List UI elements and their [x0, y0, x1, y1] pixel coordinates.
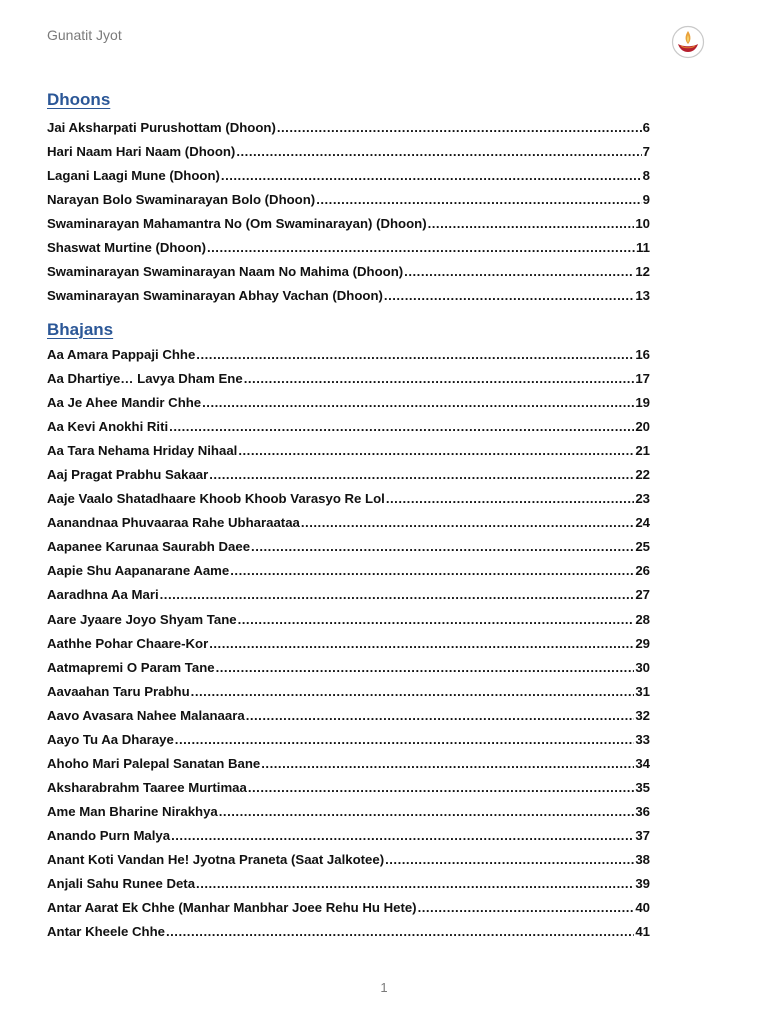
- toc-entry-title[interactable]: Shaswat Murtine (Dhoon): [47, 240, 206, 256]
- toc-entry-title[interactable]: Aapanee Karunaa Saurabh Daee: [47, 539, 251, 555]
- toc-leader-dots: [207, 236, 635, 260]
- toc-entry[interactable]: [47, 367, 650, 391]
- toc-leader-dots: [219, 800, 635, 824]
- toc-leader-dots: [316, 188, 641, 212]
- toc-entry-title[interactable]: Antar Aarat Ek Chhe (Manhar Manbhar Joee Rehu Hu Hete): [47, 900, 417, 916]
- toc-entry[interactable]: [47, 535, 650, 559]
- toc-entry-page[interactable]: 6: [642, 120, 650, 135]
- toc-entry-title[interactable]: Aaje Vaalo Shatadhaare Khoob Khoob Varasyo Re Lol: [47, 491, 385, 507]
- toc-entry-page[interactable]: 28: [635, 611, 650, 627]
- toc-leader-dots: [301, 511, 634, 535]
- toc-entry-page[interactable]: 11: [636, 240, 650, 256]
- toc-entry[interactable]: [47, 728, 650, 752]
- toc-entry[interactable]: [47, 583, 650, 607]
- toc-entry-page[interactable]: 31: [635, 683, 650, 699]
- toc-entry[interactable]: [47, 439, 650, 463]
- toc-leader-dots: [418, 896, 635, 920]
- toc-entry[interactable]: [47, 284, 650, 308]
- toc-entry-page[interactable]: 9: [642, 192, 650, 208]
- toc-leader-dots: [209, 463, 634, 487]
- toc-entry-page[interactable]: 8: [642, 168, 650, 184]
- toc-entry-page[interactable]: 20: [635, 419, 650, 435]
- toc-list-bhajans: [47, 343, 650, 944]
- toc-entry-title[interactable]: Swaminarayan Swaminarayan Abhay Vachan (Dhoon): [47, 288, 383, 304]
- toc-entry-title[interactable]: Aa Amara Pappaji Chhe: [47, 347, 196, 362]
- toc-entry[interactable]: [47, 415, 650, 439]
- toc-entry-page[interactable]: 27: [635, 587, 650, 603]
- toc-leader-dots: [404, 260, 634, 284]
- toc-entry-title[interactable]: Anjali Sahu Runee Deta: [47, 876, 196, 892]
- toc-leader-dots: [202, 391, 634, 415]
- toc-entry[interactable]: [47, 487, 650, 511]
- toc-leader-dots: [244, 367, 635, 391]
- toc-leader-dots: [236, 140, 641, 164]
- toc-entry[interactable]: [47, 236, 650, 260]
- toc-entry-title[interactable]: Ame Man Bharine Nirakhya: [47, 803, 218, 819]
- toc-entry-title[interactable]: Ahoho Mari Palepal Sanatan Bane: [47, 755, 261, 771]
- toc-leader-dots: [238, 439, 634, 463]
- toc-leader-dots: [160, 583, 635, 607]
- toc-leader-dots: [246, 704, 635, 728]
- toc-entry[interactable]: [47, 511, 650, 535]
- toc-entry[interactable]: [47, 140, 650, 164]
- toc-entry-page[interactable]: 41: [635, 924, 650, 940]
- toc-entry-page[interactable]: 24: [635, 515, 650, 531]
- toc-entry[interactable]: [47, 680, 650, 704]
- toc-entry-page[interactable]: 10: [635, 216, 650, 232]
- toc-entry[interactable]: [47, 704, 650, 728]
- toc-entry-page[interactable]: 21: [635, 443, 650, 459]
- toc-entry-title[interactable]: Jai Aksharpati Purushottam (Dhoon): [47, 120, 276, 135]
- toc-entry-page[interactable]: 38: [635, 851, 650, 867]
- toc-entry-page[interactable]: 30: [635, 659, 650, 675]
- toc-entry-title[interactable]: Antar Kheele Chhe: [47, 924, 165, 940]
- toc-leader-dots: [428, 212, 635, 236]
- toc-entry-page[interactable]: 37: [635, 827, 650, 843]
- toc-entry[interactable]: [47, 188, 650, 212]
- toc-entry-title[interactable]: Aavo Avasara Nahee Malanaara: [47, 707, 245, 723]
- toc-entry[interactable]: [47, 656, 650, 680]
- toc-list-dhoons: [47, 116, 650, 308]
- toc-entry-page[interactable]: 16: [635, 347, 650, 362]
- toc-entry-title[interactable]: Aaradhna Aa Mari: [47, 587, 159, 603]
- toc-entry-page[interactable]: 23: [635, 491, 650, 507]
- toc-leader-dots: [175, 728, 635, 752]
- toc-entry-title[interactable]: Aa Dhartiye… Lavya Dham Ene: [47, 371, 243, 387]
- toc-leader-dots: [230, 559, 634, 583]
- toc-entry-page[interactable]: 40: [635, 900, 650, 916]
- toc-entry-title[interactable]: Swaminarayan Swaminarayan Naam No Mahima (Dhoon): [47, 264, 404, 280]
- toc-entry-title[interactable]: Aapie Shu Aapanarane Aame: [47, 563, 230, 579]
- toc-leader-dots: [384, 284, 634, 308]
- section-heading-bhajans: Bhajans: [47, 320, 114, 339]
- toc-entry-title[interactable]: Aayo Tu Aa Dharaye: [47, 731, 174, 747]
- toc-entry-title[interactable]: Anando Purn Malya: [47, 827, 171, 843]
- toc-entry[interactable]: [47, 776, 650, 800]
- toc-entry-title[interactable]: Aa Je Ahee Mandir Chhe: [47, 395, 202, 411]
- toc-entry-page[interactable]: 39: [635, 876, 650, 892]
- toc-entry-page[interactable]: 34: [635, 755, 650, 771]
- toc-entry-page[interactable]: 36: [635, 803, 650, 819]
- toc-leader-dots: [169, 415, 634, 439]
- toc-entry-page[interactable]: 12: [635, 264, 650, 280]
- toc-leader-dots: [166, 920, 634, 944]
- toc-leader-dots: [385, 848, 634, 872]
- toc-leader-dots: [248, 776, 634, 800]
- toc-leader-dots: [238, 608, 635, 632]
- toc-entry-title[interactable]: Anant Koti Vandan He! Jyotna Praneta (Saat Jalkotee): [47, 851, 385, 867]
- toc-leader-dots: [196, 343, 634, 367]
- diya-lamp-logo-icon: [671, 25, 705, 59]
- toc-entry-page[interactable]: 29: [635, 635, 650, 651]
- toc-entry[interactable]: [47, 164, 650, 188]
- toc-leader-dots: [209, 632, 634, 656]
- toc-leader-dots: [196, 872, 634, 896]
- toc-entry-title[interactable]: Aatmapremi O Param Tane: [47, 659, 215, 675]
- toc-entry-page[interactable]: 32: [635, 707, 650, 723]
- toc-entry[interactable]: [47, 872, 650, 896]
- toc-entry-title[interactable]: Aavaahan Taru Prabhu: [47, 683, 190, 699]
- toc-entry[interactable]: [47, 824, 650, 848]
- toc-entry[interactable]: [47, 116, 650, 140]
- toc-entry[interactable]: [47, 800, 650, 824]
- toc-entry-title[interactable]: Narayan Bolo Swaminarayan Bolo (Dhoon): [47, 192, 316, 208]
- toc-leader-dots: [216, 656, 635, 680]
- toc-entry-page[interactable]: 17: [635, 371, 650, 387]
- toc-entry-page[interactable]: 13: [635, 288, 650, 304]
- toc-entry-title[interactable]: Aa Kevi Anokhi Riti: [47, 419, 169, 435]
- toc-entry[interactable]: [47, 752, 650, 776]
- toc-entry[interactable]: [47, 608, 650, 632]
- toc-leader-dots: [171, 824, 634, 848]
- toc-entry-title[interactable]: Aanandnaa Phuvaaraa Rahe Ubharaataa: [47, 515, 300, 531]
- toc-entry[interactable]: [47, 343, 650, 367]
- toc-entry[interactable]: [47, 896, 650, 920]
- toc-entry[interactable]: [47, 559, 650, 583]
- toc-entry-title[interactable]: Lagani Laagi Mune (Dhoon): [47, 168, 220, 184]
- header-title: Gunatit Jyot: [47, 27, 122, 43]
- toc-entry[interactable]: [47, 463, 650, 487]
- toc-entry-page[interactable]: 33: [635, 731, 650, 747]
- toc-entry-title[interactable]: Aathhe Pohar Chaare-Kor: [47, 635, 209, 651]
- toc-entry[interactable]: [47, 260, 650, 284]
- toc-entry-page[interactable]: 35: [635, 779, 650, 795]
- toc-entry[interactable]: [47, 391, 650, 415]
- toc-entry-title[interactable]: Aare Jyaare Joyo Shyam Tane: [47, 611, 237, 627]
- toc-entry[interactable]: [47, 920, 650, 944]
- toc-leader-dots: [221, 164, 642, 188]
- toc-entry-title[interactable]: Hari Naam Hari Naam (Dhoon): [47, 144, 236, 160]
- toc-entry-page[interactable]: 25: [635, 539, 650, 555]
- toc-entry-page[interactable]: 7: [642, 144, 650, 160]
- toc-entry-page[interactable]: 19: [635, 395, 650, 411]
- page-number: 1: [380, 980, 388, 995]
- toc-leader-dots: [251, 535, 634, 559]
- toc-leader-dots: [277, 116, 642, 140]
- toc-entry[interactable]: [47, 848, 650, 872]
- toc-entry-page[interactable]: 22: [635, 467, 650, 483]
- toc-entry[interactable]: [47, 212, 650, 236]
- toc-entry-title[interactable]: Aaj Pragat Prabhu Sakaar: [47, 467, 209, 483]
- toc-entry-title[interactable]: Aa Tara Nehama Hriday Nihaal: [47, 443, 238, 459]
- toc-entry-page[interactable]: 26: [635, 563, 650, 579]
- toc-leader-dots: [386, 487, 634, 511]
- toc-entry-title[interactable]: Aksharabrahm Taaree Murtimaa: [47, 779, 247, 795]
- toc-entry-title[interactable]: Swaminarayan Mahamantra No (Om Swaminarayan) (Dhoon): [47, 216, 427, 232]
- toc-entry[interactable]: [47, 632, 650, 656]
- toc-leader-dots: [261, 752, 634, 776]
- toc-leader-dots: [191, 680, 635, 704]
- section-heading-dhoons: Dhoons: [47, 90, 111, 109]
